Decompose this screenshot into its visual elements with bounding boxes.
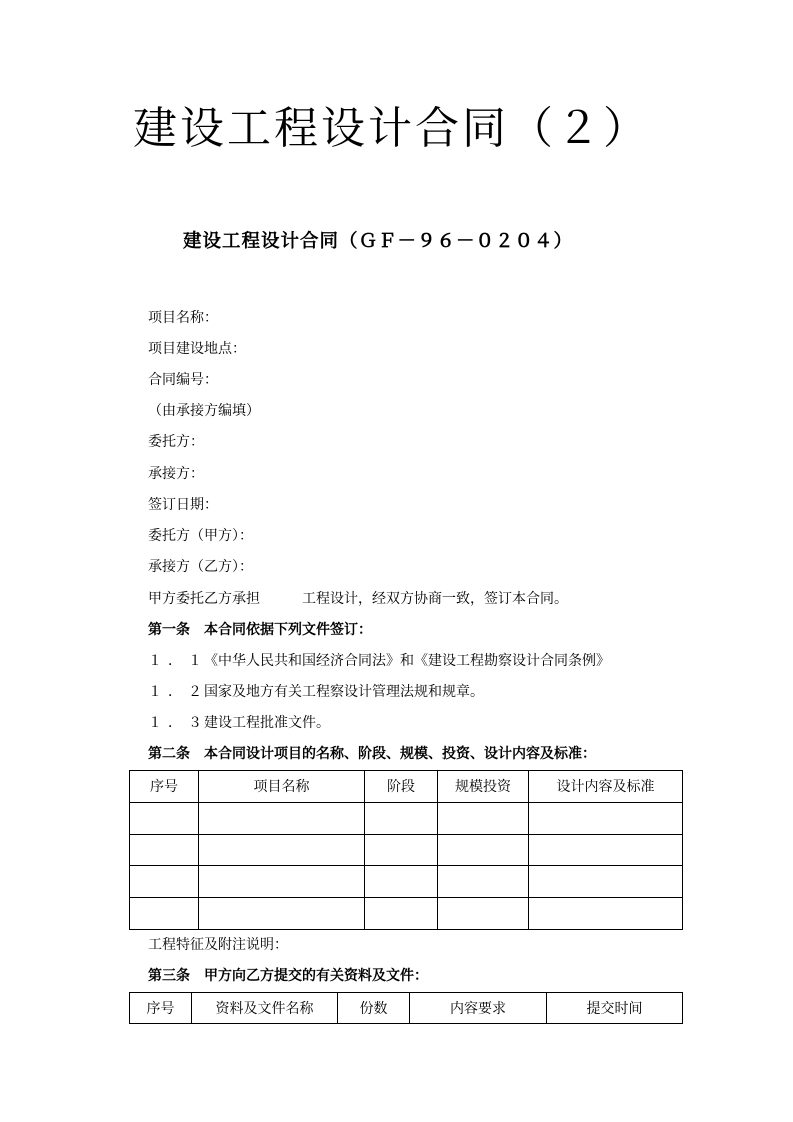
field-contractor: 承接方： [148,466,204,482]
table-cell[interactable] [199,802,365,834]
table-cell[interactable] [130,866,199,898]
item-text: 建设工程批准文件。 [204,715,330,731]
item-text: 《中华人民共和国经济合同法》和《建设工程勘察设计合同条例》 [204,653,610,669]
article-2-heading: 第二条 本合同设计项目的名称、阶段、规模、投资、设计内容及标准： [148,746,596,762]
submitted-documents-table [129,992,683,1024]
table-cell[interactable] [438,802,529,834]
field-party-b: 承接方（乙方）： [148,559,253,575]
document-title: 建设工程设计合同（２） [133,103,650,154]
column-header: 序号 [130,993,192,1024]
article-1-item [148,652,610,670]
document-subtitle: 建设工程设计合同（ＧＦ－９６－０２０４） [183,231,574,252]
table-row [130,866,683,898]
table-cell[interactable] [438,898,529,930]
field-numbered-by: （由承接方编填） [148,403,260,419]
article-1-heading: 第一条 本合同依据下列文件签订： [148,622,372,638]
intro-part-2: 工程设计，经双方协商一致，签订本合同。 [302,591,568,607]
item-number: １．２ [148,684,208,700]
table-cell[interactable] [529,802,683,834]
column-header: 设计内容及标准 [529,771,683,803]
article-1-item [148,683,484,701]
table-cell[interactable] [529,834,683,866]
table-cell[interactable] [130,834,199,866]
table-cell[interactable] [365,898,438,930]
column-header: 阶段 [365,771,438,803]
column-header: 项目名称 [199,771,365,803]
table-row [130,898,683,930]
table-cell[interactable] [529,866,683,898]
table-header-row [130,993,683,1024]
table-header-row [130,771,683,803]
column-header: 提交时间 [547,993,683,1024]
table-cell[interactable] [365,834,438,866]
table-cell[interactable] [199,898,365,930]
field-project-location: 项目建设地点： [148,341,246,357]
column-header: 规模投资 [438,771,529,803]
table-cell[interactable] [199,834,365,866]
table-row [130,834,683,866]
engineering-notes: 工程特征及附注说明： [148,937,288,953]
table-cell[interactable] [130,802,199,834]
article-1-item [148,714,330,732]
field-project-name: 项目名称： [148,310,218,326]
intro-part-1: 甲方委托乙方承担 [148,591,260,607]
field-party-a: 委托方（甲方）： [148,528,253,544]
column-header: 份数 [338,993,410,1024]
table-cell[interactable] [365,866,438,898]
intro-paragraph [148,590,568,608]
item-number: １．１ [148,653,208,669]
field-contract-number: 合同编号： [148,372,218,388]
table-cell[interactable] [438,834,529,866]
table-cell[interactable] [130,898,199,930]
article-3-heading: 第三条 甲方向乙方提交的有关资料及文件： [148,968,428,984]
design-items-table [129,770,683,930]
table-row [130,802,683,834]
table-cell[interactable] [199,866,365,898]
column-header: 序号 [130,771,199,803]
table-cell[interactable] [529,898,683,930]
column-header: 内容要求 [410,993,547,1024]
item-number: １．３ [148,715,208,731]
field-client: 委托方： [148,434,204,450]
item-text: 国家及地方有关工程察设计管理法规和规章。 [204,684,484,700]
column-header: 资料及文件名称 [192,993,338,1024]
table-cell[interactable] [438,866,529,898]
field-sign-date: 签订日期： [148,497,218,513]
table-cell[interactable] [365,802,438,834]
